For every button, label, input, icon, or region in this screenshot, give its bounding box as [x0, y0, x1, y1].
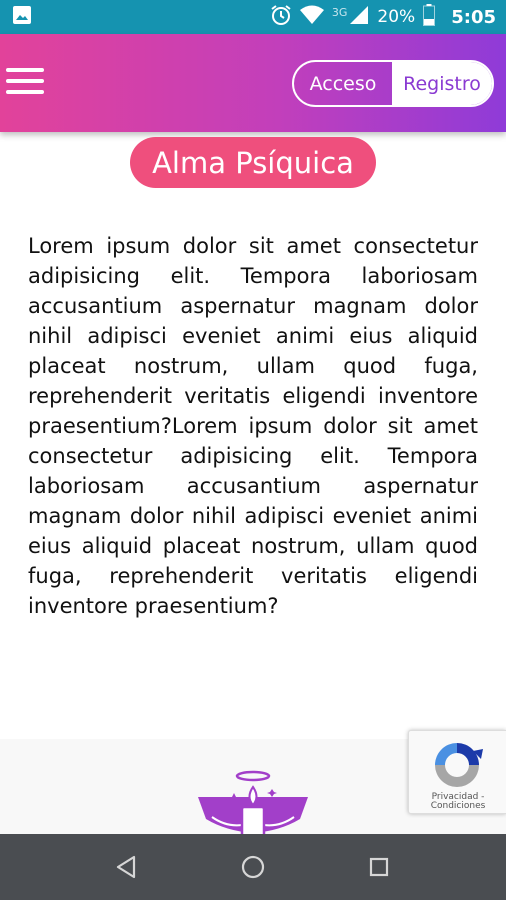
auth-toggle	[292, 60, 494, 107]
candle-logo-icon	[190, 769, 316, 834]
battery-percent: 20%	[377, 7, 416, 27]
recaptcha-logo-icon	[429, 737, 485, 793]
login-button[interactable]: Acceso	[309, 72, 377, 95]
android-nav-bar	[0, 834, 506, 900]
page-title: Alma Psíquica	[130, 137, 376, 188]
recaptcha-badge[interactable]	[408, 730, 506, 814]
signal-icon	[349, 5, 369, 29]
wifi-icon	[300, 5, 324, 29]
status-bar	[0, 0, 506, 34]
hamburger-menu-icon[interactable]	[6, 66, 46, 98]
app-header	[0, 34, 506, 132]
clock-time: 5:05	[451, 6, 496, 28]
back-triangle-icon[interactable]	[112, 852, 142, 882]
recents-square-icon[interactable]	[364, 852, 394, 882]
register-button[interactable]: Registro	[392, 62, 492, 105]
battery-icon	[423, 4, 435, 30]
alarm-clock-icon	[270, 4, 292, 30]
home-circle-icon[interactable]	[238, 852, 268, 882]
body-paragraph: Lorem ipsum dolor sit amet consectetur adipisicing elit. Tempora laboriosam accusantium aspernatur magnam dolor nihil adipisci eveniet animi eius aliquid placeat nostrum, ullam quod fuga, reprehenderit veritatis eligendi inventore praesentium?Lorem ipsum dolor sit amet consectetur adipisicing elit. Tempora laboriosam accusantium aspernatur magnam dolor nihil adipisci eveniet animi eius aliquid placeat nostrum, ullam quod fuga, reprehenderit veritatis eligendi inventore praesentium?	[28, 234, 478, 618]
network-type: 3G	[331, 5, 348, 19]
recaptcha-privacy-text[interactable]: Privacidad - Condiciones	[430, 792, 486, 811]
image-notification-icon	[12, 5, 32, 29]
